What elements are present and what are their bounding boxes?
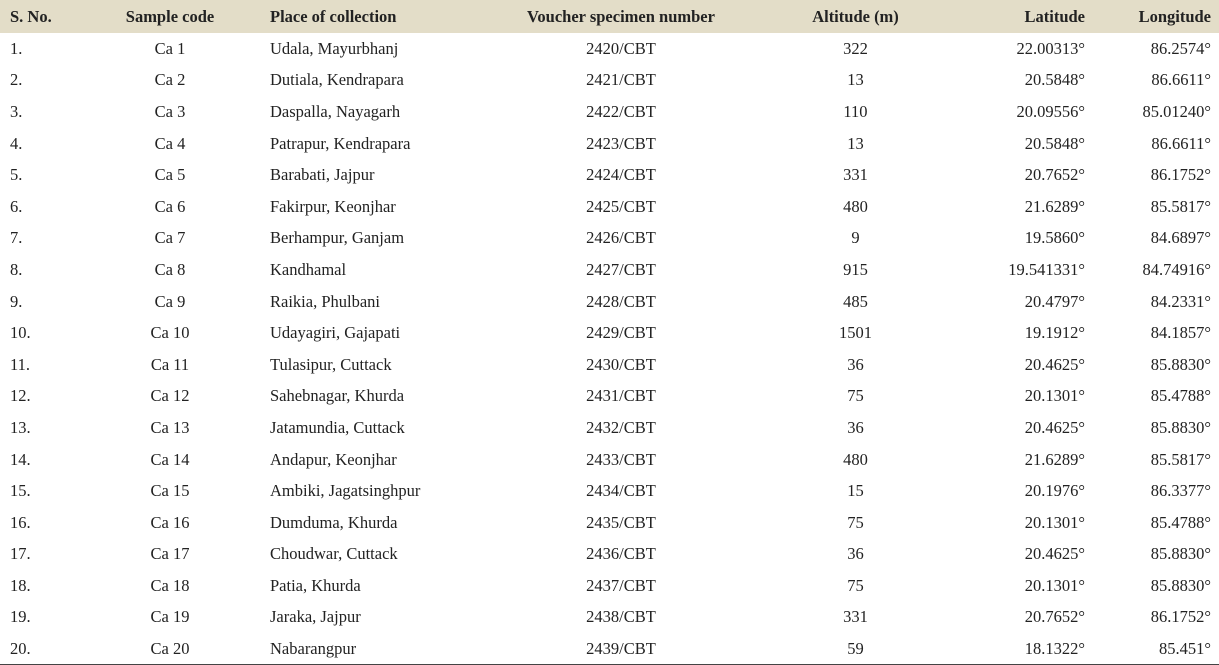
cell-altitude: 480 — [843, 449, 868, 469]
cell-voucher: 2439/CBT — [482, 633, 760, 665]
cell-latitude: 21.6289° — [1024, 196, 1085, 216]
cell-latitude: 19.1912° — [1024, 323, 1085, 343]
cell-latitude: 19.541331° — [1008, 259, 1085, 279]
cell-sample-code: Ca 18 — [150, 575, 190, 595]
cell-sample-code: Ca 9 — [154, 291, 186, 311]
cell-longitude: 85.8830° — [1150, 544, 1211, 564]
cell-altitude: 75 — [847, 575, 864, 595]
cell-sample-code: Ca 10 — [150, 323, 190, 343]
cell-longitude: 84.6897° — [1150, 228, 1211, 248]
cell-longitude: 85.01240° — [1142, 101, 1211, 121]
cell-voucher: 2427/CBT — [586, 259, 656, 279]
table-row — [0, 381, 1219, 413]
table-row — [0, 539, 1219, 571]
table-row — [0, 65, 1219, 97]
cell-sample-code: Ca 3 — [154, 101, 186, 121]
cell-voucher: 2428/CBT — [586, 291, 656, 311]
cell-sample-code: Ca 14 — [150, 449, 190, 469]
cell-place: Udayagiri, Gajapati — [270, 323, 401, 343]
cell-voucher: 2434/CBT — [586, 481, 656, 501]
cell-voucher: 2426/CBT — [586, 228, 656, 248]
cell-sno: 4. — [10, 133, 23, 153]
cell-altitude: 480 — [843, 196, 868, 216]
cell-altitude: 331 — [843, 607, 868, 627]
cell-altitude: 1501 — [839, 323, 872, 343]
cell-place: Patrapur, Kendrapara — [270, 133, 411, 153]
cell-sample-code: Ca 8 — [154, 259, 186, 279]
cell-altitude: 110 — [843, 101, 868, 121]
cell-place: Kandhamal — [270, 259, 347, 279]
cell-latitude: 20.4625° — [1024, 544, 1085, 564]
cell-sample-code: Ca 12 — [150, 386, 190, 406]
cell-place: Barabati, Jajpur — [270, 165, 375, 185]
table-row — [0, 286, 1219, 318]
cell-longitude: 84.2331° — [1150, 291, 1211, 311]
cell-sno: 13. — [10, 417, 31, 437]
cell-sno: 10. — [10, 323, 31, 343]
cell-voucher: 2436/CBT — [586, 544, 656, 564]
table-row — [0, 128, 1219, 160]
cell-longitude: 86.2574° — [1150, 38, 1211, 58]
cell-voucher: 2423/CBT — [586, 133, 656, 153]
cell-voucher: 2438/CBT — [586, 607, 656, 627]
cell-latitude: 20.4797° — [1024, 291, 1085, 311]
cell-place: Andapur, Keonjhar — [270, 449, 397, 469]
cell-place: Nabarangpur — [270, 633, 482, 665]
cell-sno: 7. — [10, 228, 23, 248]
cell-place: Ambiki, Jagatsinghpur — [270, 481, 421, 501]
cell-latitude: 20.5848° — [1024, 70, 1085, 90]
cell-voucher: 2429/CBT — [586, 323, 656, 343]
cell-altitude: 322 — [843, 38, 868, 58]
cell-voucher: 2421/CBT — [586, 70, 656, 90]
cell-longitude: 86.6611° — [1151, 133, 1211, 153]
cell-sno: 1. — [10, 38, 23, 58]
cell-sno: 11. — [10, 354, 31, 374]
cell-sno: 5. — [10, 165, 23, 185]
cell-voucher: 2424/CBT — [586, 165, 656, 185]
table-row — [0, 475, 1219, 507]
cell-voucher: 2425/CBT — [586, 196, 656, 216]
cell-place: Choudwar, Cuttack — [270, 544, 398, 564]
cell-longitude: 86.3377° — [1150, 481, 1211, 501]
cell-place: Jatamundia, Cuttack — [270, 417, 405, 437]
table-row — [0, 317, 1219, 349]
header-voucher-specimen-number: Voucher specimen number — [527, 6, 715, 26]
cell-latitude: 20.1301° — [1024, 386, 1085, 406]
cell-sno: 18. — [10, 575, 31, 595]
cell-place: Raikia, Phulbani — [270, 291, 380, 311]
table-header-row — [0, 0, 1219, 33]
cell-sample-code: Ca 15 — [150, 481, 190, 501]
cell-altitude: 36 — [847, 354, 864, 374]
cell-sample-code: Ca 7 — [154, 228, 186, 248]
cell-voucher: 2430/CBT — [586, 354, 656, 374]
cell-altitude: 485 — [843, 291, 868, 311]
cell-latitude: 20.09556° — [1016, 101, 1085, 121]
cell-longitude: 85.5817° — [1150, 196, 1211, 216]
header-latitude: Latitude — [1024, 6, 1085, 26]
cell-sample-code: Ca 11 — [150, 354, 190, 374]
table-row — [0, 507, 1219, 539]
cell-latitude: 20.1976° — [1024, 481, 1085, 501]
cell-sample-code: Ca 4 — [154, 133, 186, 153]
cell-latitude: 20.4625° — [1024, 354, 1085, 374]
cell-place: Udala, Mayurbhanj — [270, 38, 399, 58]
table-row — [0, 570, 1219, 602]
cell-sno: 8. — [10, 259, 23, 279]
cell-altitude: 13 — [847, 70, 864, 90]
cell-voucher: 2420/CBT — [586, 38, 656, 58]
cell-voucher: 2435/CBT — [586, 512, 656, 532]
cell-sno: 2. — [10, 70, 23, 90]
cell-altitude: 915 — [843, 259, 868, 279]
cell-latitude: 19.5860° — [1024, 228, 1085, 248]
cell-place: Dumduma, Khurda — [270, 512, 398, 532]
cell-altitude: 9 — [851, 228, 860, 248]
table-row — [0, 349, 1219, 381]
cell-latitude: 20.1301° — [1024, 512, 1085, 532]
cell-latitude: 20.7652° — [1024, 165, 1085, 185]
cell-longitude: 85.4788° — [1150, 386, 1211, 406]
cell-sample-code: Ca 13 — [150, 417, 190, 437]
table-row — [0, 96, 1219, 128]
cell-longitude: 85.451° — [1089, 633, 1219, 665]
cell-sno: 16. — [10, 512, 31, 532]
cell-longitude: 86.1752° — [1150, 607, 1211, 627]
cell-altitude: 331 — [843, 165, 868, 185]
cell-sno: 14. — [10, 449, 31, 469]
cell-place: Patia, Khurda — [270, 575, 361, 595]
table-row — [0, 412, 1219, 444]
cell-sample-code: Ca 19 — [150, 607, 190, 627]
header-longitude: Longitude — [1138, 6, 1211, 26]
cell-sno: 20. — [0, 633, 70, 665]
cell-altitude: 36 — [847, 544, 864, 564]
cell-sample-code: Ca 5 — [154, 165, 186, 185]
cell-voucher: 2431/CBT — [586, 386, 656, 406]
table-row — [0, 633, 1219, 665]
cell-sno: 9. — [10, 291, 23, 311]
cell-place: Fakirpur, Keonjhar — [270, 196, 396, 216]
cell-altitude: 13 — [847, 133, 864, 153]
table-row — [0, 223, 1219, 255]
cell-longitude: 86.1752° — [1150, 165, 1211, 185]
cell-longitude: 85.8830° — [1150, 417, 1211, 437]
cell-voucher: 2422/CBT — [586, 101, 656, 121]
cell-latitude: 20.7652° — [1024, 607, 1085, 627]
cell-sno: 6. — [10, 196, 23, 216]
cell-voucher: 2433/CBT — [586, 449, 656, 469]
cell-latitude: 20.5848° — [1024, 133, 1085, 153]
cell-sample-code: Ca 1 — [154, 38, 186, 58]
table-row — [0, 191, 1219, 223]
cell-sample-code: Ca 16 — [150, 512, 190, 532]
cell-latitude: 20.1301° — [1024, 575, 1085, 595]
cell-longitude: 84.1857° — [1150, 323, 1211, 343]
cell-voucher: 2437/CBT — [586, 575, 656, 595]
cell-sno: 3. — [10, 101, 23, 121]
cell-place: Daspalla, Nayagarh — [270, 101, 401, 121]
cell-voucher: 2432/CBT — [586, 417, 656, 437]
table-row — [0, 33, 1219, 65]
cell-sample-code: Ca 17 — [150, 544, 190, 564]
cell-latitude: 21.6289° — [1024, 449, 1085, 469]
cell-altitude: 75 — [847, 386, 864, 406]
cell-sno: 15. — [10, 481, 31, 501]
cell-longitude: 85.8830° — [1150, 575, 1211, 595]
cell-place: Dutiala, Kendrapara — [270, 70, 404, 90]
table-row — [0, 602, 1219, 634]
cell-latitude: 20.4625° — [1024, 417, 1085, 437]
cell-longitude: 85.5817° — [1150, 449, 1211, 469]
cell-place: Berhampur, Ganjam — [270, 228, 405, 248]
cell-altitude: 15 — [847, 481, 864, 501]
cell-sno: 19. — [10, 607, 31, 627]
header-place-of-collection: Place of collection — [270, 6, 397, 26]
cell-sample-code: Ca 20 — [70, 633, 270, 665]
cell-longitude: 86.6611° — [1151, 70, 1211, 90]
header-sample-code: Sample code — [125, 6, 215, 26]
header-altitude: Altitude (m) — [812, 6, 899, 26]
cell-altitude: 36 — [847, 417, 864, 437]
cell-altitude: 75 — [847, 512, 864, 532]
cell-sample-code: Ca 6 — [154, 196, 186, 216]
cell-sno: 17. — [10, 544, 31, 564]
table-row — [0, 254, 1219, 286]
cell-sample-code: Ca 2 — [154, 70, 186, 90]
header-sno: S. No. — [10, 6, 52, 26]
cell-place: Jaraka, Jajpur — [270, 607, 361, 627]
cell-latitude: 18.1322° — [951, 633, 1089, 665]
cell-latitude: 22.00313° — [1016, 38, 1085, 58]
cell-altitude: 59 — [760, 633, 951, 665]
table-row — [0, 159, 1219, 191]
cell-place: Tulasipur, Cuttack — [270, 354, 392, 374]
cell-longitude: 85.8830° — [1150, 354, 1211, 374]
cell-place: Sahebnagar, Khurda — [270, 386, 405, 406]
cell-longitude: 84.74916° — [1142, 259, 1211, 279]
cell-longitude: 85.4788° — [1150, 512, 1211, 532]
table-row — [0, 444, 1219, 476]
cell-sno: 12. — [10, 386, 31, 406]
